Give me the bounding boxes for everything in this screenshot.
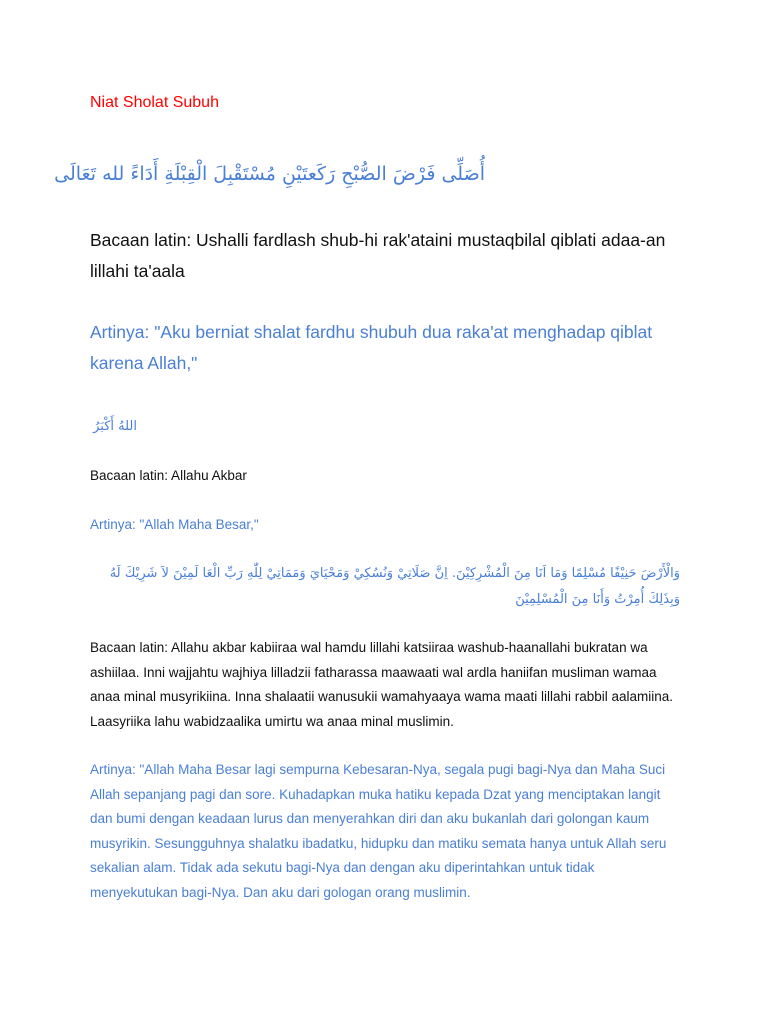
document-title: Niat Sholat Subuh bbox=[90, 94, 219, 111]
niat-meaning: Artinya: "Aku berniat shalat fardhu shubuh dua raka'at menghadap qiblat karena Allah," bbox=[90, 322, 653, 373]
latin-iftitah-reading: Bacaan latin: Allahu akbar kabiiraa wal hamdu lillahi katsiiraa washub-haanallahi bukratan wa ashiilaa. Inni wajjahtu wajhiya lilladzii fatharassa maawaati wal ardla haniifan musliman wamaa anaa minal musyrikiina. Inna shalaatii wanusukii wamahyaaya wama maati lillahi rabbil aalamiina. Laasyriika lahu wabidzaalika umirtu wa anaa minal muslimin. bbox=[90, 640, 674, 729]
latin-takbir-reading: Bacaan latin: Allahu Akbar bbox=[90, 468, 247, 483]
latin-niat-reading: Bacaan latin: Ushalli fardlash shub-hi rak'ataini mustaqbilal qiblati adaa-an lillahi ta'aala bbox=[90, 230, 666, 281]
arabic-iftitah-text: وَالْأَرْضَ حَنِيْفًا مُسْلِمًا وَمَا اَنَا مِنَ الْمُشْرِكِيْنَ. اِنَّ صَلَاتِيْ وَنُسُكِيْ وَمَحْيَايَ وَمَمَاتِيْ لِلّٰهِ رَبِّ الْعَا لَمِيْنَ لاَ شَرِيْكَ لَهُ وَبِذَلِكَ أُمِرْتُ وَأَنَا مِنَ الْمُسْلِمِيْنَ bbox=[109, 566, 680, 607]
arabic-takbir-text: اللهُ أَكْبَرُ bbox=[93, 419, 137, 434]
takbir-meaning: Artinya: "Allah Maha Besar," bbox=[90, 517, 259, 532]
arabic-niat-text: أُصَلِّى فَرْضَ الصُّبْحِ رَكَعتَيْنِ مُسْتَقْبِلَ الْقِبْلَةِ أَدَاءً لله تَعَالَى bbox=[54, 163, 485, 185]
iftitah-meaning: Artinya: "Allah Maha Besar lagi sempurna Kebesaran-Nya, segala pugi bagi-Nya dan Maha Suci Allah sepanjang pagi dan sore. Kuhadapkan muka hatiku kepada Dzat yang menciptakan langit dan bumi dengan keadaan lurus dan menyerahkan diri dan aku bukanlah dari golongan kaum musyrikin. Sesungguhnya shalatku ibadatku, hidupku dan matiku semata hanya untuk Allah seru sekalian alam. Tidak ada sekutu bagi-Nya dan dengan aku diperintahkan untuk tidak menyekutukan bagi-Nya. Dan aku dari gologan orang muslimin. bbox=[90, 762, 667, 900]
